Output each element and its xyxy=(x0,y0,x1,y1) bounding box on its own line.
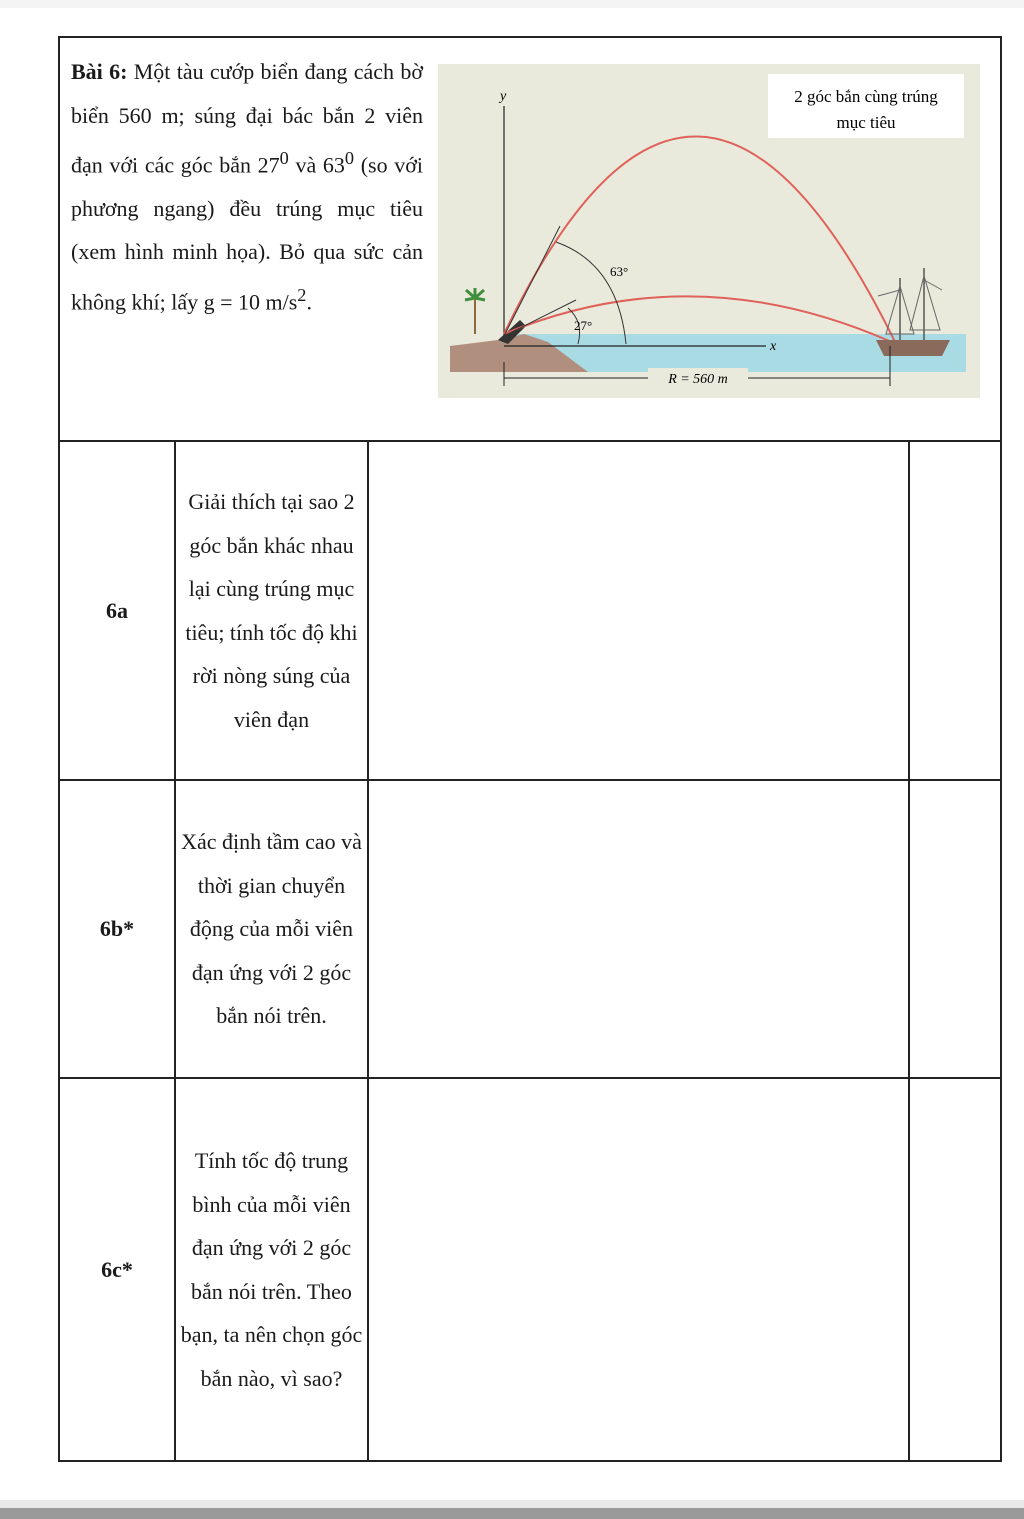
problem-sup-1: 0 xyxy=(279,148,289,168)
problem-sup-2: 0 xyxy=(344,148,355,168)
answer-cell[interactable] xyxy=(368,441,909,780)
callout-line-2: mục tiêu xyxy=(836,113,896,132)
problem-text-4: . xyxy=(306,289,312,315)
viewer-scrollbar-track[interactable] xyxy=(0,1508,1024,1519)
callout-line-1: 2 góc bắn cùng trúng xyxy=(794,87,938,106)
range-label: R = 560 m xyxy=(668,372,728,387)
angle-27-label: 27° xyxy=(574,318,593,333)
row-question: Xác định tầm cao và thời gian chuyển động của mỗi viên đạn ứng với 2 góc bắn nói trên. xyxy=(175,780,368,1078)
figure-svg xyxy=(438,64,980,398)
score-cell[interactable] xyxy=(909,1078,1001,1461)
row-question: Giải thích tại sao 2 góc bắn khác nhau lại cùng trúng mục tiêu; tính tốc độ khi rời nòng súng của viên đạn xyxy=(175,441,368,780)
table-row xyxy=(59,441,1001,780)
row-label: 6b* xyxy=(59,780,175,1078)
intro-cell xyxy=(59,37,1001,441)
row-question: Tính tốc độ trung bình của mỗi viên đạn ứng với 2 góc bắn nói trên. Theo bạn, ta nên chọn góc bắn nào, vì sao? xyxy=(175,1078,368,1461)
row-label: 6c* xyxy=(59,1078,175,1461)
angle-63-label: 63° xyxy=(610,264,629,279)
table-row xyxy=(59,1078,1001,1461)
problem-text-1: Một tàu cướp biển đang cách bờ biển 560 m; súng đại bác bắn 2 viên đạn với các góc bắn 27 xyxy=(71,59,423,178)
answer-cell[interactable] xyxy=(368,1078,909,1461)
problem-text-3: (so với phương ngang) đều trúng mục tiêu (xem hình minh họa). Bỏ qua sức cản không khí; lấy g = 10 m/s xyxy=(71,152,423,315)
problem-sup-3: 2 xyxy=(297,284,307,305)
score-cell[interactable] xyxy=(909,780,1001,1078)
score-cell[interactable] xyxy=(909,441,1001,780)
table-row xyxy=(59,780,1001,1078)
axis-x-label: x xyxy=(770,339,777,354)
problem-text-2: và 63 xyxy=(288,152,345,178)
intro-row xyxy=(59,37,1001,441)
exercise-table xyxy=(58,36,1002,1462)
page-top-edge xyxy=(0,0,1024,8)
problem-heading: Bài 6: xyxy=(71,59,128,84)
projectile-figure xyxy=(438,64,980,398)
axis-y-label: y xyxy=(500,89,507,104)
row-label: 6a xyxy=(59,441,175,780)
answer-cell[interactable] xyxy=(368,780,909,1078)
problem-statement xyxy=(71,50,423,324)
